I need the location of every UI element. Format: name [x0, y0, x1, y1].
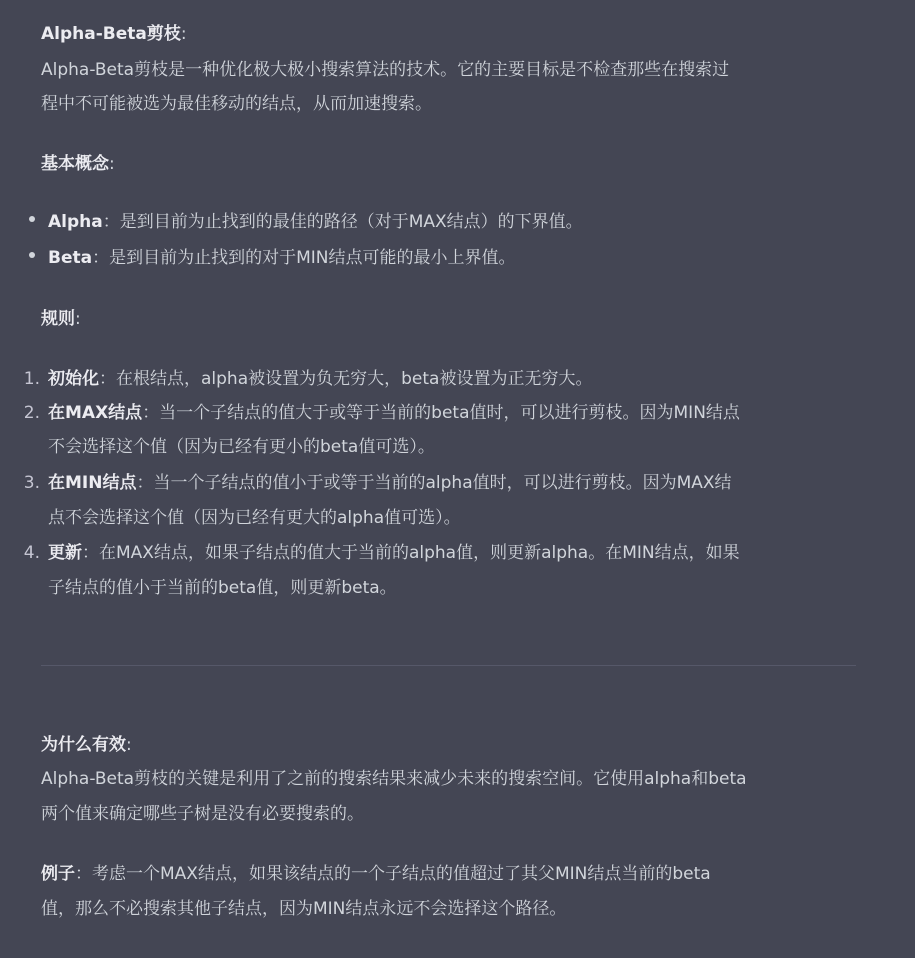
section-heading-alphabeta: Alpha-Beta剪枝:: [41, 24, 187, 44]
list-item: 在MAX结点：当一个子结点的值大于或等于当前的beta值时，可以进行剪枝。因为MIN结点: [48, 403, 740, 423]
list-item-continuation: 点不会选择这个值（因为已经有更大的alpha值可选）。: [48, 508, 461, 528]
section-heading-rules: 规则:: [41, 309, 81, 329]
list-item: 初始化：在根结点，alpha被设置为负无穷大，beta被设置为正无穷大。: [48, 369, 593, 389]
paragraph-line: 程中不可能被选为最佳移动的结点，从而加速搜索。: [41, 94, 432, 114]
paragraph-line: Alpha-Beta剪枝的关键是利用了之前的搜索结果来减少未来的搜索空间。它使用alpha和beta: [41, 769, 747, 789]
paragraph-line: 两个值来确定哪些子树是没有必要搜索的。: [41, 804, 364, 824]
bullet-icon: [29, 216, 35, 222]
paragraph-line: Alpha-Beta剪枝是一种优化极大极小搜索算法的技术。它的主要目标是不检查那些在搜索过: [41, 60, 730, 80]
example-paragraph: 例子：考虑一个MAX结点，如果该结点的一个子结点的值超过了其父MIN结点当前的beta: [41, 864, 711, 884]
list-item: 在MIN结点：当一个子结点的值小于或等于当前的alpha值时，可以进行剪枝。因为MAX结: [48, 473, 732, 493]
section-heading-concepts: 基本概念:: [41, 154, 115, 174]
list-item: Alpha：是到目前为止找到的最佳的路径（对于MAX结点）的下界值。: [48, 212, 583, 232]
list-number: 1.: [23, 369, 40, 389]
list-number: 4.: [23, 543, 40, 563]
horizontal-divider: [41, 665, 856, 666]
list-number: 3.: [23, 473, 40, 493]
list-item-continuation: 子结点的值小于当前的beta值，则更新beta。: [48, 578, 397, 598]
section-heading-why: 为什么有效:: [41, 735, 132, 755]
list-item-continuation: 不会选择这个值（因为已经有更小的beta值可选）。: [48, 437, 435, 457]
bullet-icon: [29, 252, 35, 258]
paragraph-line: 值，那么不必搜索其他子结点，因为MIN结点永远不会选择这个路径。: [41, 899, 567, 919]
list-item: Beta：是到目前为止找到的对于MIN结点可能的最小上界值。: [48, 248, 516, 268]
list-number: 2.: [23, 403, 40, 423]
list-item: 更新：在MAX结点，如果子结点的值大于当前的alpha值，则更新alpha。在MIN结点，如果: [48, 543, 740, 563]
